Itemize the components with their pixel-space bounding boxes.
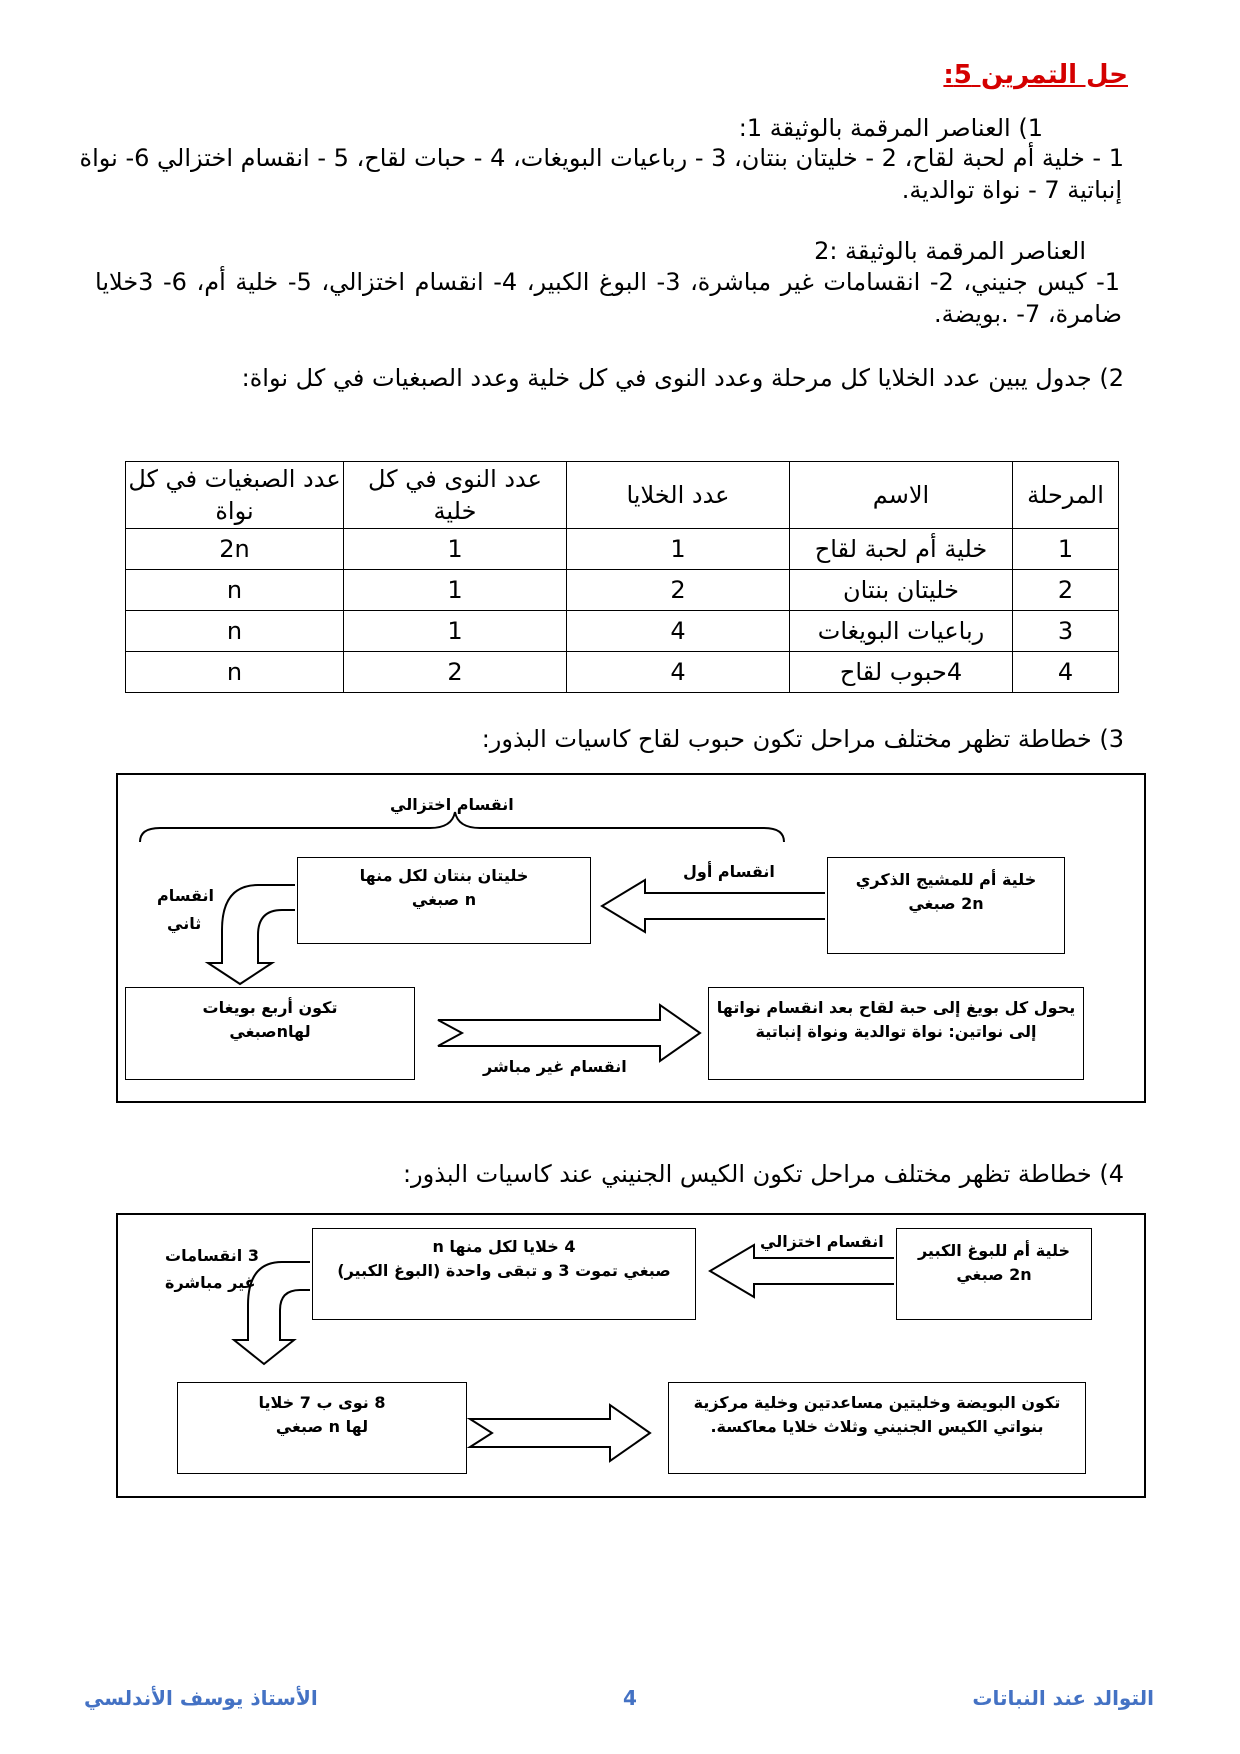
three-mitoses-arrow-icon (234, 1262, 310, 1364)
box-pollen-grain-text-1: يحول كل بويغ إلى حبة لقاح بعد انقسام نواتها (716, 998, 1076, 1017)
table-cell: 2 (1013, 570, 1119, 611)
table-cell: خلية أم لحبة لقاح (790, 529, 1013, 570)
table-cell: n (126, 570, 344, 611)
box-megaspore-mother-text: خلية أم للبوغ الكبير (917, 1241, 1071, 1260)
table-cell: 1 (344, 570, 567, 611)
meiosis-brace-label: انقسام اختزالي (390, 795, 514, 814)
box-embryo-sac-text-1: تكون البويضة وخليتين مساعدتين وخلية مركزية (693, 1393, 1061, 1412)
table-header: عدد النوى في كل خلية (344, 462, 567, 529)
table-header: الاسم (790, 462, 1013, 529)
meiosis-label: انقسام اختزالي (760, 1232, 884, 1251)
first-division-arrow-icon (602, 880, 825, 932)
table-cell: 2n (126, 529, 344, 570)
q1b-line1: 1- كيس جنيني، 2- انقسامات غير مباشرة، 3- البوغ الكبير، 4- انقسام اختزالي، 5- خلية أم، 6- 3خلايا (95, 268, 1121, 296)
second-division-label-2: ثاني (167, 914, 202, 933)
q1-line2: إنباتية 7 - نواة توالدية. (901, 176, 1122, 204)
table-cell: 4 (1013, 652, 1119, 693)
q1b-line2: ضامرة، 7- .بويضة. (933, 300, 1122, 328)
meiosis-arrow-icon (710, 1245, 894, 1297)
box-megaspore-mother-ploidy: 2n صبغي (956, 1265, 1032, 1284)
box-pollen-grain-text-2: إلى نواتين: نواة توالدية ونواة إنباتية (755, 1022, 1037, 1041)
footer-page-number: 4 (623, 1686, 637, 1710)
table-cell: 4حبوب لقاح (790, 652, 1013, 693)
table-cell: 4 (567, 652, 790, 693)
box-mother-cell-text: خلية أم للمشيج الذكري (855, 870, 1037, 889)
q2-heading: 2) جدول يبين عدد الخلايا كل مرحلة وعدد النوى في كل خلية وعدد الصبغيات في كل نواة: (241, 364, 1124, 392)
box-eight-nuclei-text-2: لها n صبغي (275, 1417, 369, 1436)
table-cell: 1 (1013, 529, 1119, 570)
box-embryo-sac-text-2: بنواتي الكيس الجنيني وثلاث خلايا معاكسة. (710, 1417, 1044, 1436)
mitosis-arrow-icon (438, 1005, 700, 1061)
table-cell: n (126, 652, 344, 693)
first-division-label: انقسام أول (683, 862, 775, 881)
q1-line1: 1 - خلية أم لحبة لقاح، 2 - خليتان بنتان، 3 - رباعيات البويغات، 4 - حبات لقاح، 5 - انقسام اختزالي 6- نواة (79, 144, 1124, 172)
box-daughter-cells-ploidy: n صبغي (411, 890, 477, 909)
table-cell: n (126, 611, 344, 652)
box-mother-cell-ploidy: 2n صبغي (908, 894, 984, 913)
mitosis-label: انقسام غير مباشر (483, 1057, 627, 1076)
table-cell: 2 (567, 570, 790, 611)
box-eight-nuclei-text-1: 8 نوى ب 7 خلايا (258, 1393, 386, 1412)
footer-author: الأستاذ يوسف الأندلسي (84, 1686, 318, 1710)
box-four-spores-text: تكون أربع بويغات (202, 998, 338, 1017)
q3-heading: 3) خطاطة تظهر مختلف مراحل تكون حبوب لقاح كاسيات البذور: (481, 725, 1124, 753)
table-cell: 2 (344, 652, 567, 693)
second-division-label-1: انقسام (157, 886, 215, 905)
q1-heading: 1) العناصر المرقمة بالوثيقة 1: (738, 114, 1043, 142)
table-cell: رباعيات البويغات (790, 611, 1013, 652)
table-cell: 1 (344, 611, 567, 652)
table-cell: 3 (1013, 611, 1119, 652)
box-four-spores-ploidy: لهاnصبغي (229, 1022, 311, 1041)
meiosis-brace (140, 812, 784, 842)
table-cell: 1 (567, 529, 790, 570)
footer-subject: التوالد عند النباتات (972, 1686, 1154, 1710)
table-header: عدد الصبغيات في كل نواة (126, 462, 344, 529)
box-four-cells-text-1: 4 خلايا لكل منها n (432, 1237, 576, 1256)
q4-heading: 4) خطاطة تظهر مختلف مراحل تكون الكيس الجنيني عند كاسيات البذور: (402, 1160, 1124, 1188)
three-mitoses-label-2: غير مباشرة (165, 1273, 256, 1292)
page-title: حل التمرين 5: (943, 60, 1128, 90)
table-header: المرحلة (1013, 462, 1119, 529)
table-cell: خليتان بنتان (790, 570, 1013, 611)
q1b-heading: العناصر المرقمة بالوثيقة :2 (814, 237, 1086, 265)
box-daughter-cells-text: خليتان بنتان لكل منها (359, 866, 529, 885)
table-cell: 1 (344, 529, 567, 570)
table-header: عدد الخلايا (567, 462, 790, 529)
table-cell: 4 (567, 611, 790, 652)
three-mitoses-label-1: 3 انقسامات (165, 1246, 259, 1265)
embryo-sac-arrow-icon (470, 1405, 650, 1461)
box-four-cells-text-2: صبغي تموت 3 و تبقى واحدة (البوغ الكبير) (337, 1261, 671, 1280)
second-division-arrow-icon (208, 885, 295, 984)
